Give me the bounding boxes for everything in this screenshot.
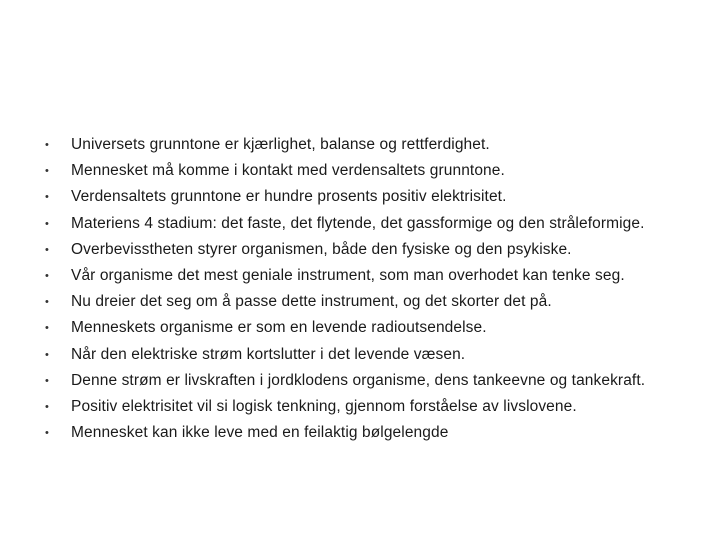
list-item-text: Positiv elektrisitet vil si logisk tenkning, gjennom forståelse av livslovene. [71, 397, 577, 415]
list-item-text: Mennesket kan ikke leve med en feilaktig bølgelengde [71, 424, 449, 442]
bullet-icon: • [45, 243, 49, 256]
list-item-text: Verdensaltets grunntone er hundre prosents positiv elektrisitet. [71, 188, 507, 206]
bullet-icon: • [45, 296, 49, 309]
bullet-icon: • [45, 139, 49, 151]
list-item-text: Menneskets organisme er som en levende radioutsendelse. [71, 319, 487, 337]
list-item-text: Nu dreier det seg om å passe dette instrument, og det skorter det på. [71, 293, 552, 311]
bullet-icon: • [45, 322, 49, 335]
bullet-icon: • [45, 374, 49, 387]
bullet-icon: • [45, 217, 49, 230]
list-item-text: Universets grunntone er kjærlighet, balanse og rettferdighet. [71, 136, 490, 153]
list-item-text: Materiens 4 stadium: det faste, det flytende, det gassformige og den stråleformige. [71, 214, 645, 232]
list-item-text: Når den elektriske strøm kortslutter i det levende væsen. [71, 345, 466, 363]
bullet-icon: • [45, 427, 49, 440]
bullet-icon: • [45, 191, 49, 204]
list-item-text: Vår organisme det mest geniale instrument, som man overhodet kan tenke seg. [71, 266, 625, 284]
bullet-icon: • [45, 165, 49, 178]
bullet-icon: • [45, 400, 49, 413]
bullet-icon: • [45, 269, 49, 282]
bullet-icon: • [45, 348, 49, 361]
list-item-text: Denne strøm er livskraften i jordklodens organisme, dens tankeevne og tankekraft. [71, 371, 646, 389]
list-item-text: Overbevisstheten styrer organismen, både den fysiske og den psykiske. [71, 240, 572, 258]
list-item-text: Mennesket må komme i kontakt med verdensaltets grunntone. [71, 162, 505, 180]
